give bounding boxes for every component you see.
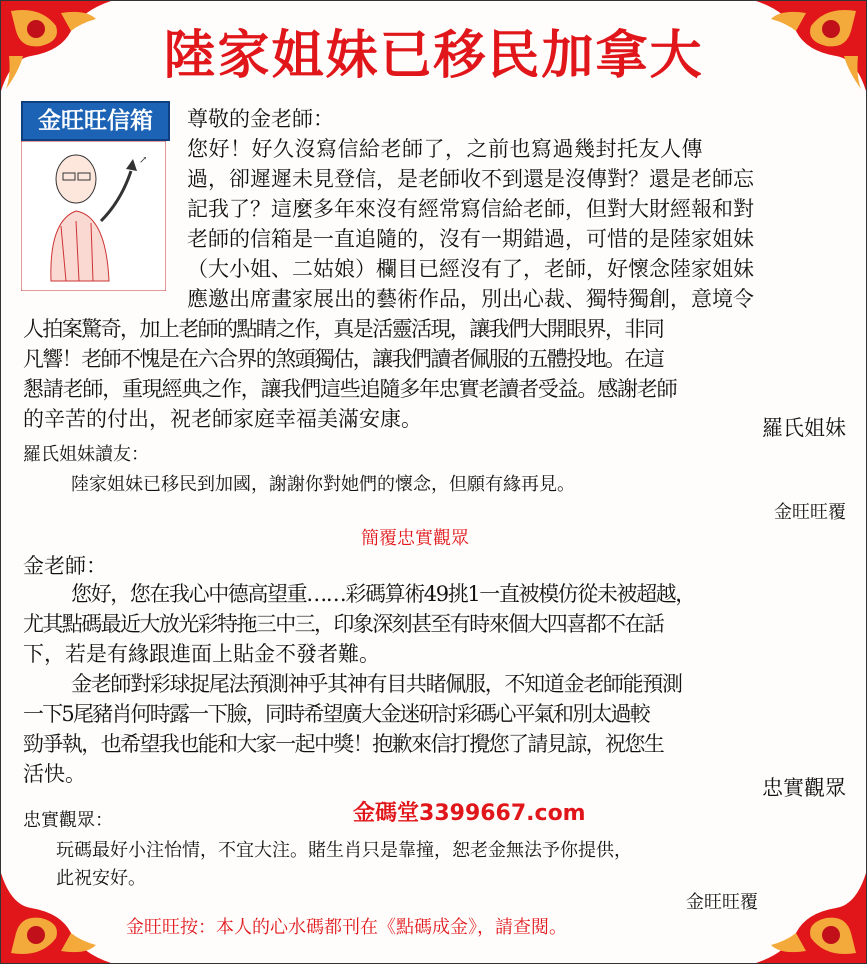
letter2-line: 尤其點碼最近大放光彩特拖三中三，印象深刻甚至有時來個大四喜都不在話 (23, 612, 664, 636)
letter1-line: 人拍案驚奇，加上老師的點睛之作，真是活靈活現，讓我們大開眼界，非同 (23, 317, 664, 341)
reply1-signature: 金旺旺覆 (774, 502, 846, 523)
column-badge: 金旺旺信箱 (21, 101, 170, 141)
reply2-line: 玩碼最好小注怡情，不宜大注。賭生肖只是靠撞，恕老金無法予你提供， (56, 840, 632, 861)
letter2-salutation: 金老師： (23, 554, 107, 578)
corner-ornament-icon (756, 873, 866, 963)
letter1-line: 過，卻遲遲未見登信，是老師收不到還是沒傳對？還是老師忘 (187, 167, 754, 191)
letter1-line: 的辛苦的付出，祝老師家庭幸福美滿安康。 (23, 407, 422, 431)
letter2-line: 勁爭執，也希望我也能和大家一起中獎！抱歉來信打攪您了請見諒，祝您生 (23, 732, 664, 756)
letter1-signature: 羅氏姐妹 (762, 416, 846, 440)
watermark-suffix: .com (526, 801, 586, 826)
website-watermark (353, 796, 586, 827)
letter1-line: 老師的信箱是一直追隨的，沒有一期錯過，可惜的是陸家姐妹 (187, 227, 754, 251)
letter1-salutation: 尊敬的金老師： (187, 107, 334, 131)
reply2-salutation: 忠實觀眾： (23, 810, 113, 831)
watermark-prefix: 金碼堂 (353, 801, 420, 826)
letter1-line: 記我了？這麼多年來沒有經常寫信給老師，但對大財經報和對 (187, 197, 754, 221)
letter2-signature: 忠實觀眾 (762, 776, 846, 800)
watermark-number: 3399667 (419, 801, 527, 826)
reply1-salutation: 羅氏姐妹讀友： (23, 444, 149, 465)
reply1-body: 陸家姐妹已移民到加國，謝謝你對她們的懷念，但願有緣再見。 (71, 474, 575, 495)
letter1-line: 懇請老師，重現經典之作，讓我們這些追隨多年忠實老讀者受益。感謝老師 (23, 377, 677, 401)
letter2-line: 一下5尾豬肖何時露一下臉，同時希望廣大金迷研討彩碼心平氣和別太過較 (23, 702, 649, 726)
section-heading: 簡覆忠實觀眾 (361, 528, 469, 549)
letter1-line: 凡響！老師不愧是在六合界的煞頭獨估，讓我們讀者佩服的五體投地。在這 (23, 347, 664, 371)
svg-text:↗: ↗ (139, 155, 148, 166)
man-portrait-illustration-icon (21, 141, 166, 291)
letter2-line: 活快。 (23, 762, 86, 786)
letter2-line: 下，若是有緣跟進面上貼金不發者難。 (23, 642, 380, 666)
letter2-line: 金老師對彩球捉尾法預測神乎其神有目共睹佩服，不知道金老師能預測 (71, 672, 682, 696)
page-title: 陸家姐妹已移民加拿大 (163, 26, 704, 86)
reply2-line: 此祝安好。 (56, 868, 146, 889)
letter1-line: 您好！好久沒寫信給老師了，之前也寫過幾封托友人傳 (187, 137, 703, 161)
letter2-line: 您好，您在我心中德高望重……彩碼算術49挑1一直被模仿從未被超越， (71, 582, 695, 606)
reply2-signature: 金旺旺覆 (686, 892, 758, 913)
letter1-line: 應邀出席畫家展出的藝術作品，別出心裁、獨特獨創，意境令 (187, 287, 754, 311)
footer-note: 金旺旺按：本人的心水碼都刊在《點碼成金》，請查閱。 (126, 917, 567, 938)
letter1-line: （大小姐、二姑娘）欄目已經沒有了，老師，好懷念陸家姐妹 (187, 257, 754, 281)
